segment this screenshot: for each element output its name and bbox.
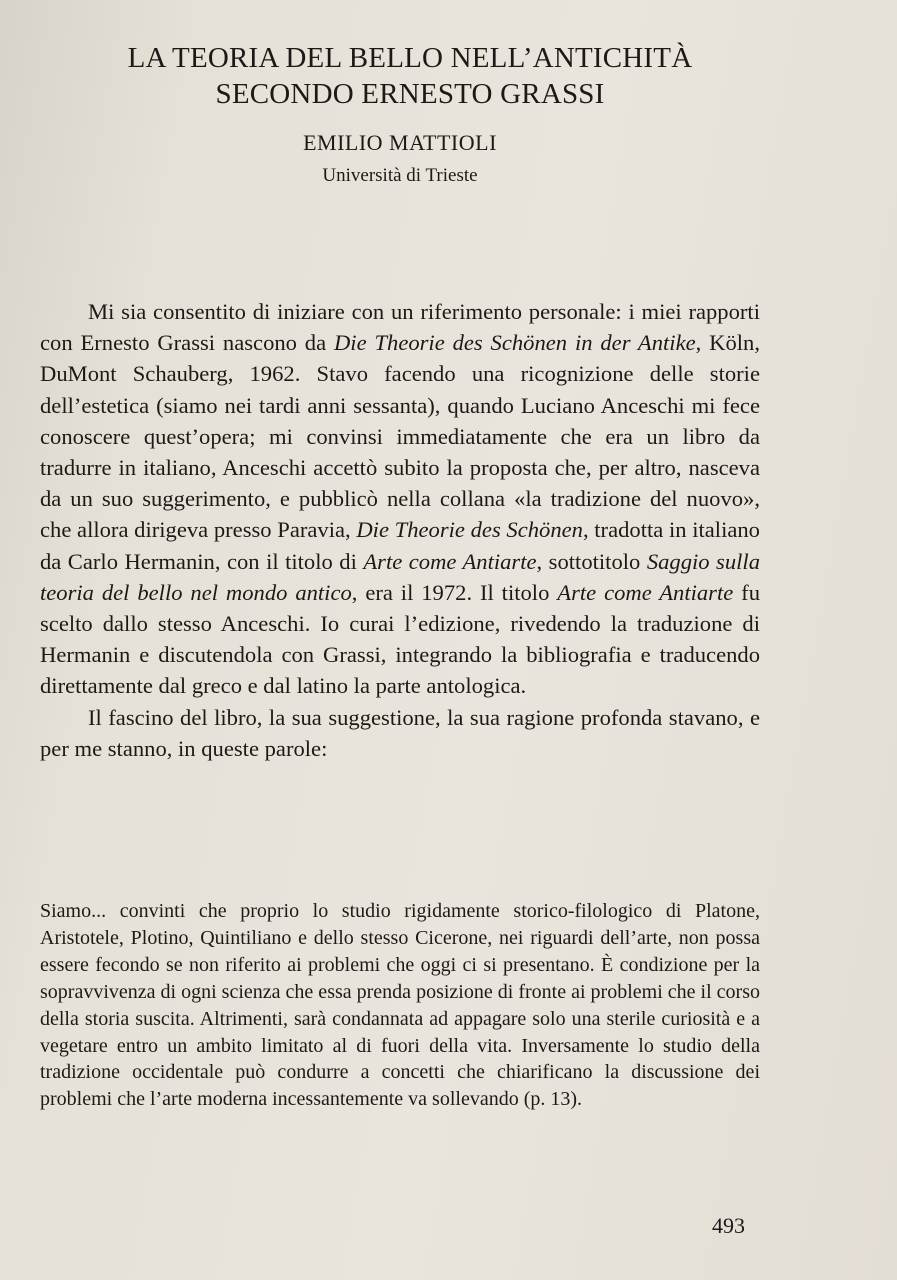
author-affiliation: Università di Trieste xyxy=(322,165,478,186)
article-body xyxy=(40,296,760,764)
author-name: EMILIO MATTIOLI xyxy=(303,130,497,155)
paragraph-1-text-2: , Köln, DuMont Schauberg, 1962. Stavo facendo una ricognizione delle storie dell’estetica (siamo nei tardi anni sessanta), quando Luciano Anceschi mi fece conoscere quest’opera; mi convinsi immediatamente che era un libro da tradurre in italiano, Anceschi accettò subito la proposta che, per altro, nasceva da un suo suggerimento, e pubblicò nella collana «la tradizione del nuovo», che allora dirigeva presso Paravia, xyxy=(40,330,760,543)
paragraph-2: Il fascino del libro, la sua suggestione, la sua ragione profonda stavano, e per me stanno, in queste parole: xyxy=(40,704,760,761)
article-title xyxy=(0,40,820,112)
paragraph-1-text-1: Mi sia consentito di iniziare con un riferimento personale: i miei rapporti con Ernesto Grassi nascono da xyxy=(40,299,760,356)
book-title-italian-2: Arte come Antiarte xyxy=(557,579,734,605)
paragraph-1-text-4: , sottotitolo xyxy=(536,548,647,574)
book-title-short: Die Theorie des Schönen xyxy=(356,517,583,543)
page-number: 493 xyxy=(712,1213,745,1238)
paragraph-1-text-5: , era il 1972. Il titolo xyxy=(351,579,558,605)
title-line-1: LA TEORIA DEL BELLO NELL’ANTICHITÀ xyxy=(127,42,693,74)
title-line-2: SECONDO ERNESTO GRASSI xyxy=(215,78,605,110)
paragraph-1-text-6: fu scelto dallo stesso Anceschi. Io curai l’edizione, rivedendo la traduzione di Hermanin e discutendola con Grassi, integrando la bibliografia e traducendo direttamente dal greco e dal latino la parte antologica. xyxy=(40,579,760,699)
book-subtitle: Saggio sulla teoria del bello nel mondo antico xyxy=(40,548,760,605)
paragraph-1 xyxy=(40,296,760,702)
book-title-german: Die Theorie des Schönen in der Antike xyxy=(333,330,696,356)
block-quote: Siamo... convinti che proprio lo studio rigidamente storico-filologico di Platone, Aristotele, Plotino, Quintiliano e dello stesso Cicerone, nei riguardi dell’arte, non possa essere fecondo se non riferito ai problemi che oggi ci si presentano. È condizione per la sopravvivenza di ogni scienza che essa prenda posizione di fronte ai problemi che il corso della storia suscita. Altrimenti, sarà condannata ad appagare solo una sterile curiosità e a vegetare entro un ambito limitato al di fuori della vita. Inversamente lo studio della tradizione occidentale può condurre a concetti che chiarificano la discussione dei problemi che l’arte moderna incessantemente va sollevando (p. 13). xyxy=(40,900,760,1111)
paragraph-1-text-3: , tradotta in italiano da Carlo Hermanin, con il titolo di xyxy=(40,517,760,574)
book-title-italian: Arte come Antiarte xyxy=(363,548,537,574)
